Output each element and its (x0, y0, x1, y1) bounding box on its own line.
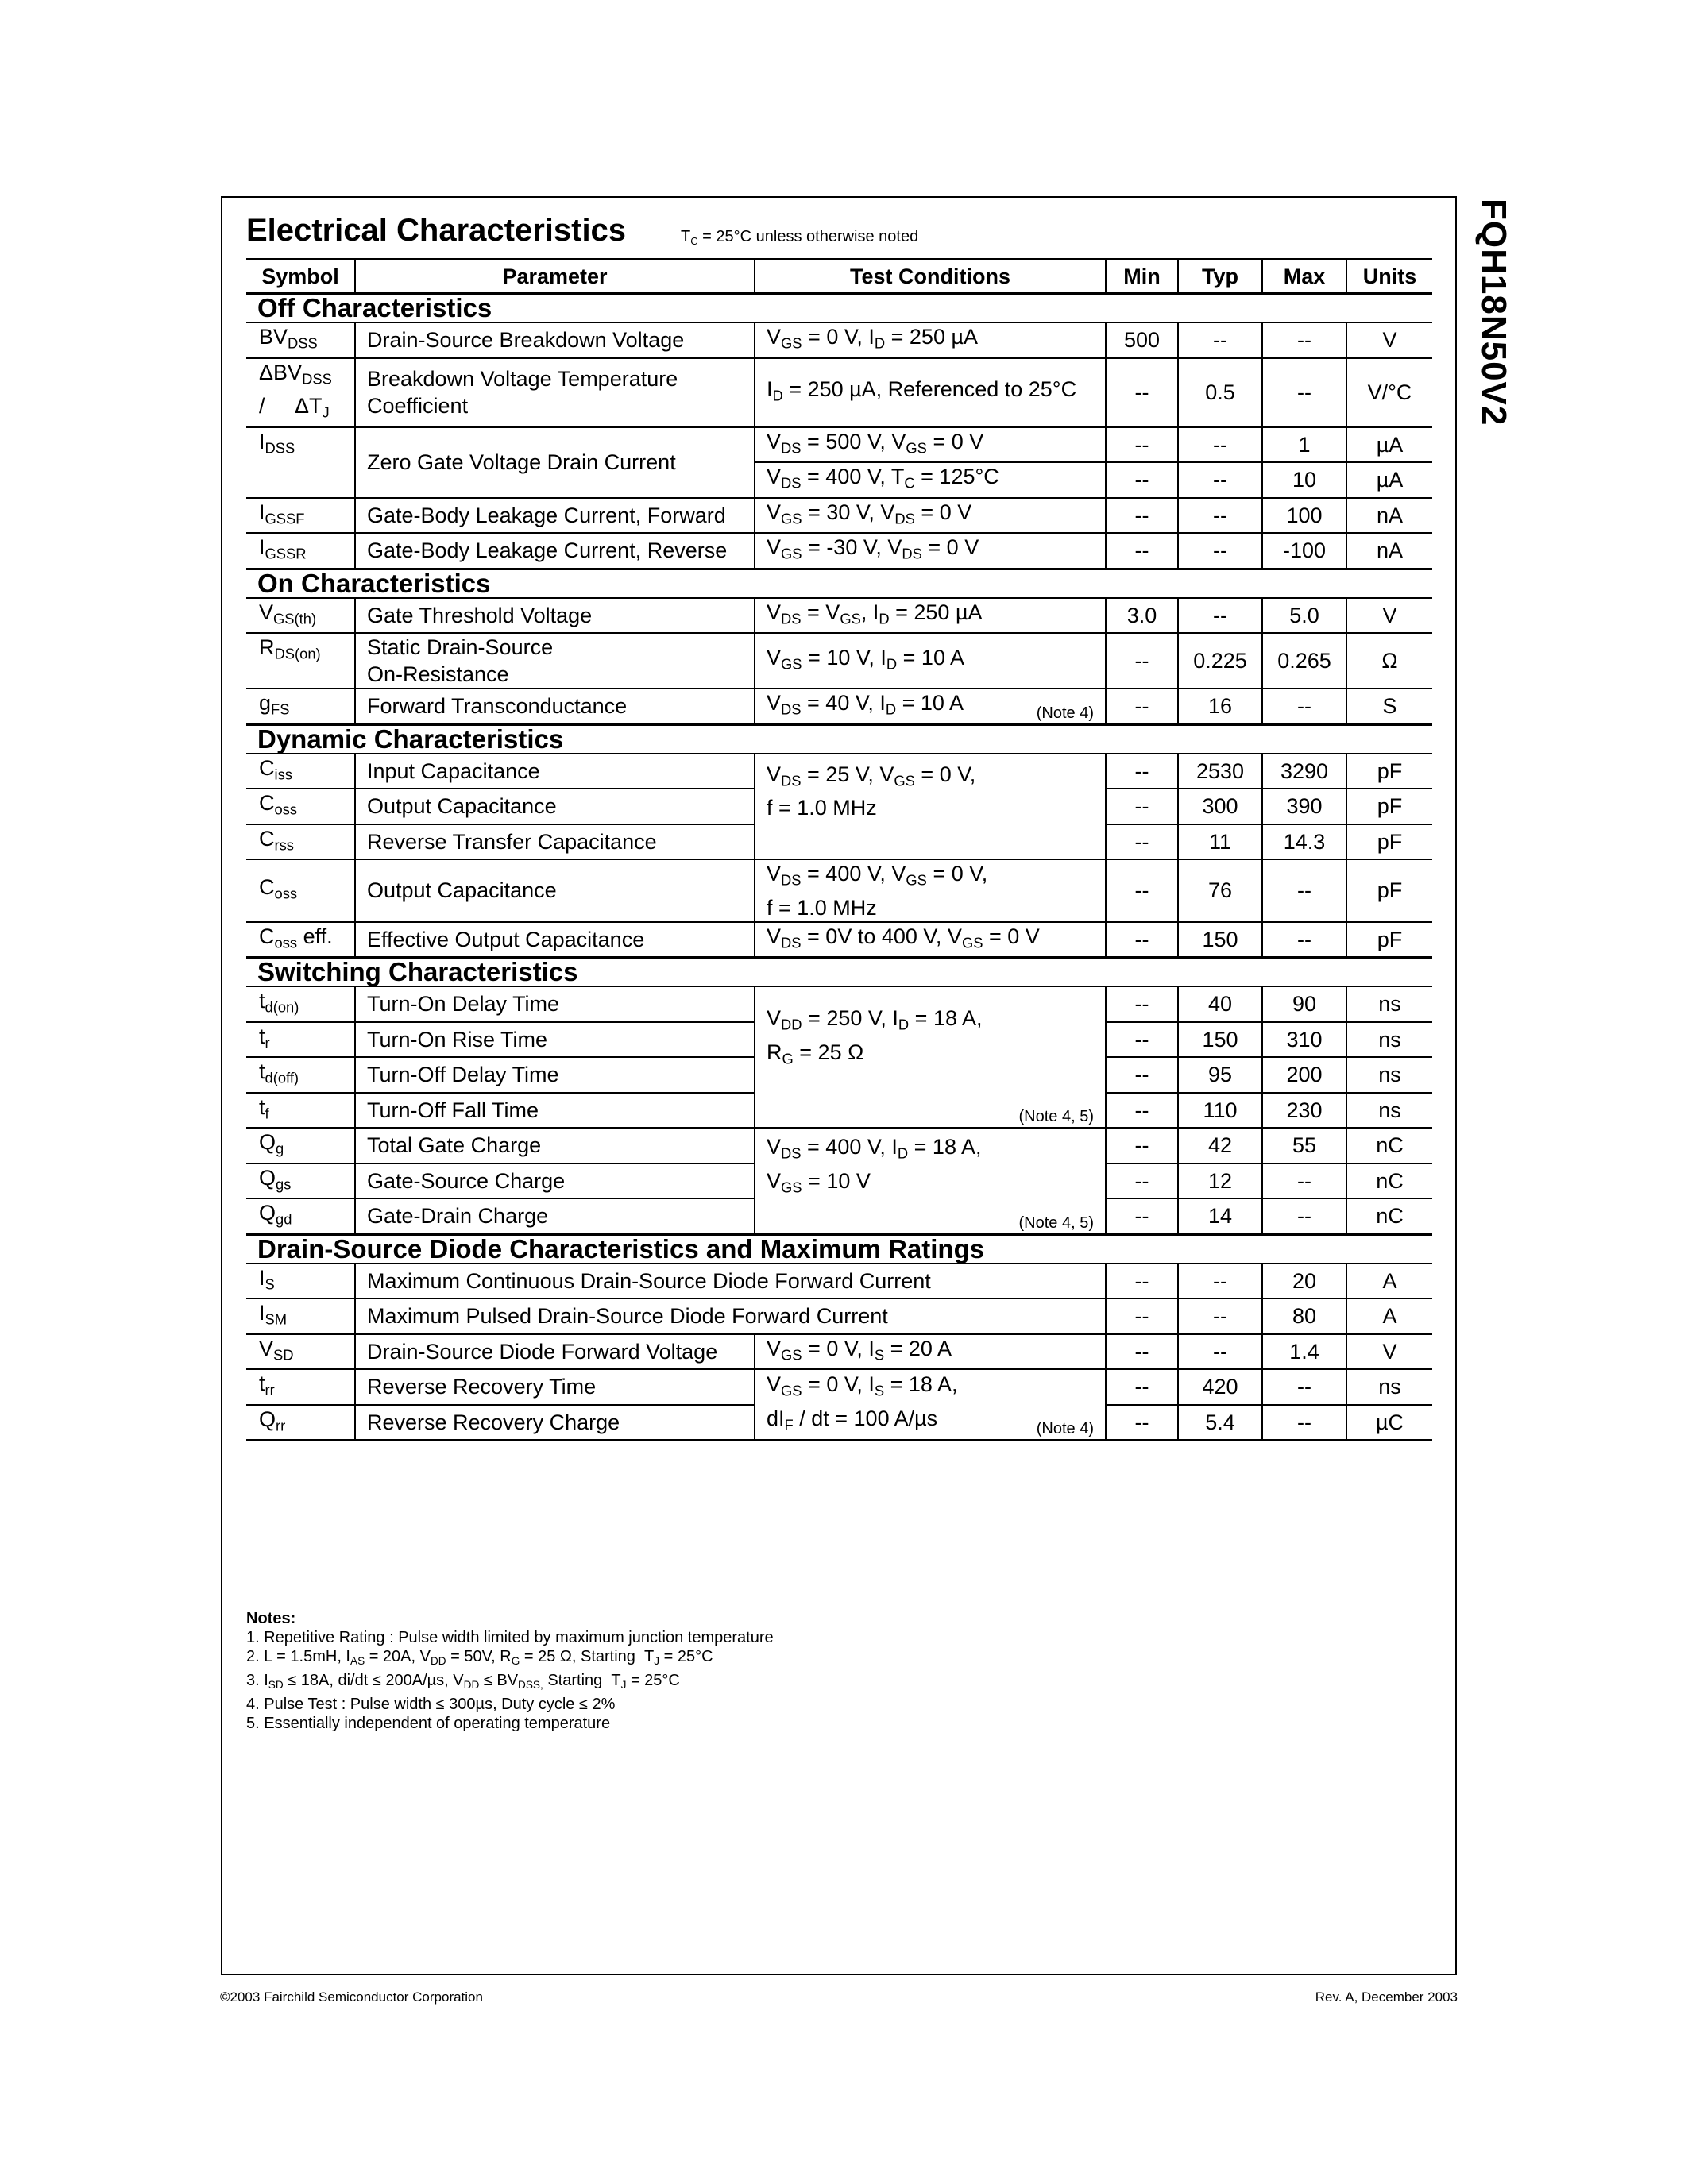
section-off: Off Characteristics (246, 294, 1432, 323)
value-cell: -100 (1262, 533, 1346, 569)
value-cell: 420 (1178, 1369, 1262, 1405)
value-cell: pF (1346, 859, 1432, 922)
symbol: $C_{iss}$ (246, 754, 355, 789)
value-cell: µC (1346, 1405, 1432, 1441)
test-condition: $V_{DS} = 40$ V, $I_D = 10$ A (Note 4) (755, 689, 1106, 724)
value-cell: 12 (1178, 1163, 1262, 1199)
value-cell: -- (1178, 598, 1262, 634)
value-cell: nC (1346, 1163, 1432, 1199)
value-cell: 230 (1262, 1093, 1346, 1129)
value-cell: 42 (1178, 1128, 1262, 1163)
value-cell: 2530 (1178, 754, 1262, 789)
value-cell: V/°C (1346, 358, 1432, 427)
test-condition: $V_{GS} = 10$ V, $I_D = 10$ A (755, 633, 1106, 689)
value-cell: -- (1178, 1298, 1262, 1334)
value-cell: nC (1346, 1198, 1432, 1234)
value-cell: ns (1346, 1093, 1432, 1129)
section-on: On Characteristics (246, 569, 1432, 598)
part-number-vertical: FQH18N50V2 (1474, 199, 1513, 426)
value-cell: V (1346, 598, 1432, 634)
header-typ: Typ (1178, 260, 1262, 294)
symbol: $Q_g$ (246, 1128, 355, 1163)
table-row (246, 754, 1432, 789)
value-cell: ns (1346, 1022, 1432, 1058)
section-switching: Switching Characteristics (246, 958, 1432, 987)
header-symbol: Symbol (246, 260, 355, 294)
value-cell: V (1346, 1334, 1432, 1370)
table-row (246, 1298, 1432, 1334)
value-cell: -- (1106, 1264, 1178, 1299)
value-cell: 150 (1178, 1022, 1262, 1058)
section-diode: Drain-Source Diode Characteristics and Maximum Ratings (246, 1234, 1432, 1264)
parameter: Breakdown Voltage Temperature Coefficient (355, 358, 755, 427)
table-row (246, 922, 1432, 958)
symbol: $t_r$ (246, 1022, 355, 1058)
value-cell: -- (1106, 1405, 1178, 1441)
test-condition: $V_{DS} = 500$ V, $V_{GS} = 0$ V (755, 427, 1106, 463)
value-cell: 5.0 (1262, 598, 1346, 634)
table-row (246, 427, 1432, 463)
parameter: Static Drain-Source On-Resistance (355, 633, 755, 689)
note-5: 5. Essentially independent of operating temperature (246, 1715, 611, 1733)
value-cell: -- (1106, 498, 1178, 534)
value-cell: 80 (1262, 1298, 1346, 1334)
value-cell: -- (1106, 427, 1178, 463)
symbol: $C_{oss}$ (246, 859, 355, 922)
parameter: Maximum Pulsed Drain-Source Diode Forward Current (355, 1298, 1106, 1334)
test-condition: $V_{DS} = 400$ V, $I_D = 18$ A, $V_{GS} = 10$ V (Note 4, 5) (755, 1128, 1106, 1234)
value-cell: µA (1346, 462, 1432, 498)
value-cell: -- (1178, 533, 1262, 569)
header-test-conditions: Test Conditions (755, 260, 1106, 294)
value-cell: 1.4 (1262, 1334, 1346, 1370)
value-cell: 90 (1262, 986, 1346, 1022)
parameter: Reverse Recovery Charge (355, 1405, 755, 1441)
symbol: $V_{GS(th)}$ (246, 598, 355, 634)
title-note: $T_C = 25^\circ C$ unless otherwise noted (681, 228, 919, 247)
value-cell: -- (1106, 1198, 1178, 1234)
parameter: Turn-On Delay Time (355, 986, 755, 1022)
symbol: $t_f$ (246, 1093, 355, 1129)
value-cell: A (1346, 1298, 1432, 1334)
value-cell: ns (1346, 1057, 1432, 1093)
value-cell: pF (1346, 824, 1432, 860)
value-cell: -- (1106, 1128, 1178, 1163)
value-cell: -- (1106, 533, 1178, 569)
value-cell: 150 (1178, 922, 1262, 958)
table-row (246, 322, 1432, 358)
table-row (246, 1264, 1432, 1299)
value-cell: -- (1106, 789, 1178, 824)
value-cell: -- (1106, 462, 1178, 498)
parameter: Effective Output Capacitance (355, 922, 755, 958)
electrical-characteristics-table (246, 258, 1432, 1441)
parameter: Reverse Transfer Capacitance (355, 824, 755, 860)
parameter: Turn-On Rise Time (355, 1022, 755, 1058)
symbol: $t_{rr}$ (246, 1369, 355, 1405)
value-cell: 95 (1178, 1057, 1262, 1093)
value-cell: 0.5 (1178, 358, 1262, 427)
value-cell: -- (1262, 1198, 1346, 1234)
value-cell: -- (1262, 922, 1346, 958)
notes-heading: Notes: (246, 1610, 296, 1627)
value-cell: S (1346, 689, 1432, 724)
value-cell: ns (1346, 986, 1432, 1022)
note-1: 1. Repetitive Rating : Pulse width limited by maximum junction temperature (246, 1629, 774, 1646)
value-cell: 55 (1262, 1128, 1346, 1163)
parameter: Gate-Body Leakage Current, Forward (355, 498, 755, 534)
value-cell: 500 (1106, 322, 1178, 358)
table-row (246, 533, 1432, 569)
value-cell: 310 (1262, 1022, 1346, 1058)
test-condition: $V_{DS} = 25$ V, $V_{GS} = 0$ V, f = 1.0 MHz (755, 754, 1106, 860)
value-cell: -- (1262, 1405, 1346, 1441)
table-row (246, 358, 1432, 427)
value-cell: -- (1106, 824, 1178, 860)
table-row (246, 598, 1432, 634)
table-header-row (246, 260, 1432, 294)
value-cell: 200 (1262, 1057, 1346, 1093)
value-cell: -- (1178, 1264, 1262, 1299)
symbol: $Q_{gs}$ (246, 1163, 355, 1199)
parameter: Forward Transconductance (355, 689, 755, 724)
value-cell: -- (1178, 427, 1262, 463)
value-cell: -- (1106, 1334, 1178, 1370)
test-condition: $V_{GS} = 0$ V, $I_D = 250$ µA (755, 322, 1106, 358)
parameter: Drain-Source Breakdown Voltage (355, 322, 755, 358)
value-cell: 390 (1262, 789, 1346, 824)
symbol: $BV_{DSS}$ (246, 322, 355, 358)
page-title: Electrical Characteristics (246, 213, 627, 248)
value-cell: -- (1106, 1163, 1178, 1199)
table-row (246, 1128, 1432, 1163)
value-cell: -- (1262, 689, 1346, 724)
value-cell: -- (1106, 689, 1178, 724)
footer-copyright: ©2003 Fairchild Semiconductor Corporation (220, 1989, 483, 2005)
value-cell: 3.0 (1106, 598, 1178, 634)
note-4: 4. Pulse Test : Pulse width ≤ 300µs, Duty cycle ≤ 2% (246, 1696, 616, 1714)
parameter: Gate-Body Leakage Current, Reverse (355, 533, 755, 569)
value-cell: µA (1346, 427, 1432, 463)
value-cell: 5.4 (1178, 1405, 1262, 1441)
note-3: 3. $I_{SD} \le 18A$, di/dt ≤ 200A/µs, $V_{DD} \le BV_{DSS,}$ Starting $T_J = 25^\circ C$ (246, 1672, 680, 1692)
table-row (246, 633, 1432, 689)
symbol: $V_{SD}$ (246, 1334, 355, 1370)
symbol: $C_{oss}$ eff. (246, 922, 355, 958)
value-cell: -- (1106, 1093, 1178, 1129)
symbol: $I_S$ (246, 1264, 355, 1299)
value-cell: -- (1106, 754, 1178, 789)
symbol: $t_{d(off)}$ (246, 1057, 355, 1093)
value-cell: -- (1262, 1369, 1346, 1405)
value-cell: -- (1178, 1334, 1262, 1370)
parameter: Drain-Source Diode Forward Voltage (355, 1334, 755, 1370)
value-cell: 20 (1262, 1264, 1346, 1299)
note-2: 2. L = 1.5mH, $I_{AS} = 20A$, $V_{DD} = 50V$, $R_G = 25$ Ω, Starting $T_J = 25^\circ C$ (246, 1648, 713, 1668)
symbol: $C_{rss}$ (246, 824, 355, 860)
value-cell: -- (1106, 1369, 1178, 1405)
test-condition: $V_{DS} = V_{GS}$, $I_D = 250$ µA (755, 598, 1106, 634)
value-cell: -- (1178, 322, 1262, 358)
header-units: Units (1346, 260, 1432, 294)
value-cell: 300 (1178, 789, 1262, 824)
value-cell: V (1346, 322, 1432, 358)
symbol: $I_{GSSF}$ (246, 498, 355, 534)
value-cell: pF (1346, 922, 1432, 958)
parameter: Zero Gate Voltage Drain Current (355, 427, 755, 498)
value-cell: -- (1106, 922, 1178, 958)
symbol: $\Delta BV_{DSS}$ / $\Delta T_J$ (246, 358, 355, 427)
symbol: $I_{SM}$ (246, 1298, 355, 1334)
value-cell: -- (1178, 498, 1262, 534)
symbol: $I_{GSSR}$ (246, 533, 355, 569)
table-row (246, 859, 1432, 922)
symbol: $I_{DSS}$ (246, 427, 355, 498)
test-condition: $V_{DD} = 250$ V, $I_D = 18$ A, $R_G = 25$ Ω (Note 4, 5) (755, 986, 1106, 1128)
test-condition: $V_{DS} = 400$ V, $T_C = 125^\circ C$ (755, 462, 1106, 498)
footer-revision: Rev. A, December 2003 (1315, 1989, 1458, 2005)
value-cell: pF (1346, 789, 1432, 824)
value-cell: 14 (1178, 1198, 1262, 1234)
test-condition: $V_{GS} = 0$ V, $I_S = 20$ A (755, 1334, 1106, 1370)
parameter: Gate Threshold Voltage (355, 598, 755, 634)
test-condition: $V_{DS} = 0V$ to 400 V, $V_{GS} = 0$ V (755, 922, 1106, 958)
value-cell: nA (1346, 498, 1432, 534)
value-cell: Ω (1346, 633, 1432, 689)
value-cell: -- (1106, 633, 1178, 689)
value-cell: 76 (1178, 859, 1262, 922)
value-cell: -- (1262, 859, 1346, 922)
value-cell: 100 (1262, 498, 1346, 534)
symbol: $Q_{gd}$ (246, 1198, 355, 1234)
value-cell: 0.225 (1178, 633, 1262, 689)
parameter: Reverse Recovery Time (355, 1369, 755, 1405)
test-condition: $V_{GS} = 30$ V, $V_{DS} = 0$ V (755, 498, 1106, 534)
test-condition: $I_D = 250$ µA, Referenced to 25°C (755, 358, 1106, 427)
value-cell: pF (1346, 754, 1432, 789)
parameter: Gate-Drain Charge (355, 1198, 755, 1234)
table-row (246, 1334, 1432, 1370)
parameter: Maximum Continuous Drain-Source Diode Forward Current (355, 1264, 1106, 1299)
test-condition: $V_{DS} = 400$ V, $V_{GS} = 0$ V, f = 1.0 MHz (755, 859, 1106, 922)
value-cell: 11 (1178, 824, 1262, 860)
table-row (246, 689, 1432, 724)
symbol: $t_{d(on)}$ (246, 986, 355, 1022)
value-cell: -- (1106, 1022, 1178, 1058)
value-cell: -- (1178, 462, 1262, 498)
value-cell: -- (1262, 322, 1346, 358)
value-cell: -- (1106, 859, 1178, 922)
value-cell: A (1346, 1264, 1432, 1299)
parameter: Total Gate Charge (355, 1128, 755, 1163)
value-cell: -- (1106, 986, 1178, 1022)
symbol: $R_{DS(on)}$ (246, 633, 355, 689)
value-cell: 110 (1178, 1093, 1262, 1129)
value-cell: -- (1262, 1163, 1346, 1199)
table-row (246, 498, 1432, 534)
value-cell: -- (1106, 1057, 1178, 1093)
value-cell: -- (1106, 358, 1178, 427)
test-condition: $V_{GS} = -30$ V, $V_{DS} = 0$ V (755, 533, 1106, 569)
value-cell: nA (1346, 533, 1432, 569)
value-cell: 3290 (1262, 754, 1346, 789)
value-cell: 40 (1178, 986, 1262, 1022)
value-cell: 1 (1262, 427, 1346, 463)
header-min: Min (1106, 260, 1178, 294)
value-cell: -- (1262, 358, 1346, 427)
parameter: Output Capacitance (355, 859, 755, 922)
value-cell: 0.265 (1262, 633, 1346, 689)
test-condition: $V_{GS} = 0$ V, $I_S = 18$ A, $dI_F$ / dt = 100 A/µs (Note 4) (755, 1369, 1106, 1441)
table-row (246, 986, 1432, 1022)
symbol: $C_{oss}$ (246, 789, 355, 824)
table-row (246, 1369, 1432, 1405)
header-parameter: Parameter (355, 260, 755, 294)
parameter: Turn-Off Fall Time (355, 1093, 755, 1129)
notes-block (246, 1609, 1199, 1733)
header-max: Max (1262, 260, 1346, 294)
parameter: Turn-Off Delay Time (355, 1057, 755, 1093)
value-cell: 16 (1178, 689, 1262, 724)
section-dynamic: Dynamic Characteristics (246, 724, 1432, 754)
value-cell: nC (1346, 1128, 1432, 1163)
parameter: Output Capacitance (355, 789, 755, 824)
value-cell: 10 (1262, 462, 1346, 498)
symbol: $g_{FS}$ (246, 689, 355, 724)
parameter: Input Capacitance (355, 754, 755, 789)
parameter: Gate-Source Charge (355, 1163, 755, 1199)
value-cell: 14.3 (1262, 824, 1346, 860)
value-cell: -- (1106, 1298, 1178, 1334)
value-cell: ns (1346, 1369, 1432, 1405)
symbol: $Q_{rr}$ (246, 1405, 355, 1441)
